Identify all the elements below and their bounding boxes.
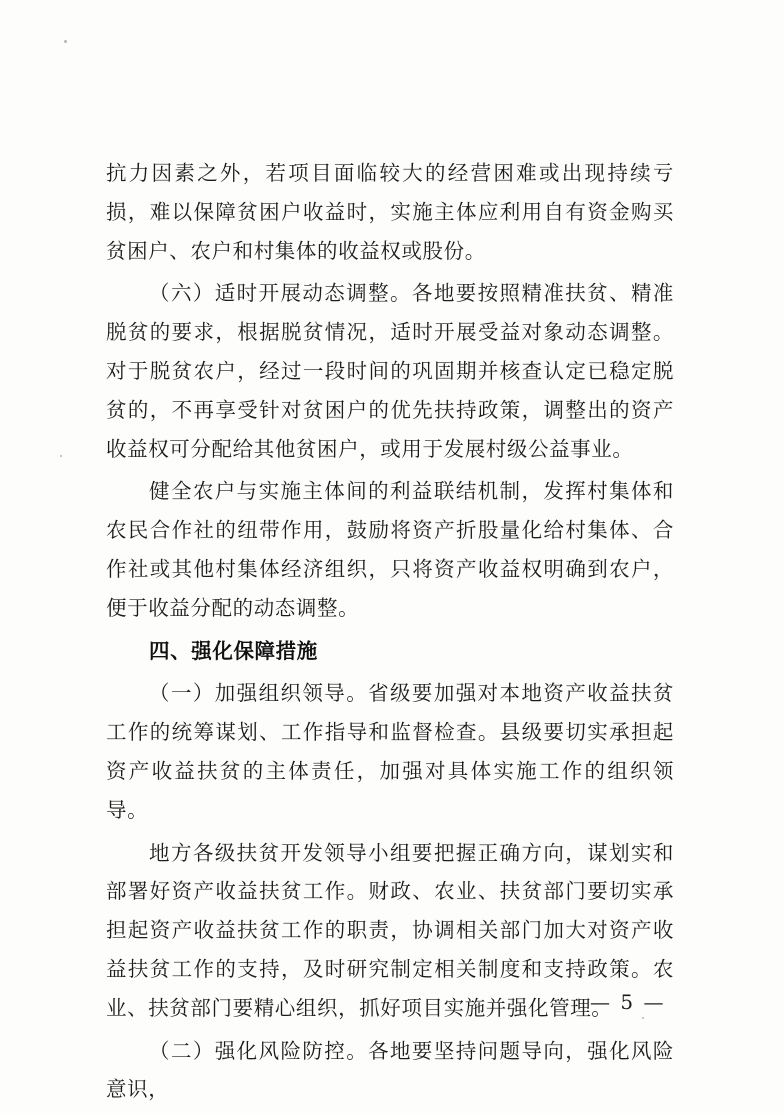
scan-speck (64, 40, 67, 43)
paragraph-organization-leadership: （一）加强组织领导。省级要加强对本地资产收益扶贫工作的统筹谋划、工作指导和监督检查。县级要切实承担起资产收益扶贫的主体责任，加强对具体实施工作的组织领导。 (106, 681, 674, 822)
paragraph-risk-control: （二）强化风险防控。各地要坚持问题导向，强化风险意识， (106, 1038, 674, 1102)
paragraph-leading-groups: 地方各级扶贫开发领导小组要把握正确方向，谋划实和部署好资产收益扶贫工作。财政、农业、扶贫部门要切实承担起资产收益扶贫工作的职责，协调相关部门加大对资产收益扶贫工作的支持，及时研究制定相关制度和支持政策。农业、扶贫部门要精心组织，抓好项目实施并强化管理。 (106, 840, 674, 1020)
document-body (106, 154, 674, 1113)
scan-speck (60, 455, 62, 457)
section-heading: 四、强化保障措施 (149, 638, 318, 663)
paragraph-dynamic-adjustment: （六）适时开展动态调整。各地要按照精准扶贫、精准脱贫的要求，根据脱贫情况，适时开展受益对象动态调整。对于脱贫农户，经过一段时间的巩固期并核查认定已稳定脱贫的，不再享受针对贫困户的优先扶持政策，调整出的资产收益权可分配给其他贫困户，或用于发展村级公益事业。 (106, 281, 674, 461)
paragraph-continuation: 抗力因素之外，若项目面临较大的经营困难或出现持续亏损，难以保障贫困户收益时，实施主体应利用自有资金购买贫困户、农户和村集体的收益权或股份。 (106, 161, 674, 263)
page-number: — 5 — (590, 990, 666, 1014)
paragraph-interest-linkage: 健全农户与实施主体间的利益联结机制，发挥村集体和农民合作社的纽带作用，鼓励将资产折股量化给村集体、合作社或其他村集体经济组织，只将资产收益权明确到农户，便于收益分配的动态调整。 (106, 479, 674, 620)
